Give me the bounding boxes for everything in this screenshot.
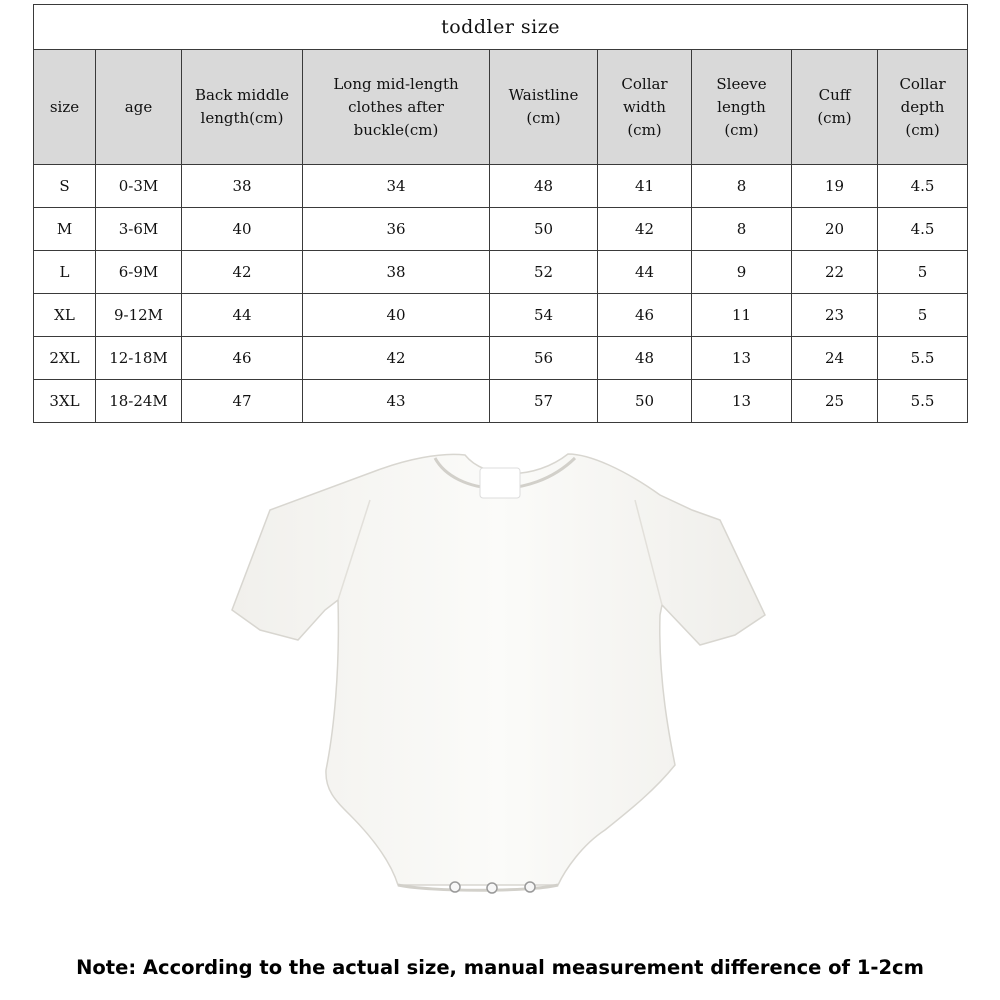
table-title: toddler size [34,5,968,50]
table-row [34,165,968,208]
table-cell: 12-18M [96,337,182,380]
header-age: age [96,50,182,165]
table-cell: 42 [598,208,692,251]
table-cell: 57 [490,380,598,423]
table-row [34,251,968,294]
header-cuff: Cuff (cm) [792,50,878,165]
size-table [33,4,968,423]
bodysuit-body [232,454,765,885]
table-cell: 0-3M [96,165,182,208]
table-cell: 3-6M [96,208,182,251]
table-row [34,337,968,380]
header-row [34,50,968,165]
garment-tag-icon [480,468,520,498]
table-cell: 52 [490,251,598,294]
table-cell: 5.5 [878,337,968,380]
table-cell: 18-24M [96,380,182,423]
table-cell: 8 [692,165,792,208]
header-collar-depth: Collar depth (cm) [878,50,968,165]
table-cell: 50 [598,380,692,423]
table-cell: 42 [182,251,303,294]
table-row [34,380,968,423]
table-cell: 36 [303,208,490,251]
table-cell: 13 [692,380,792,423]
table-cell: 46 [598,294,692,337]
table-cell: 3XL [34,380,96,423]
table-cell: 42 [303,337,490,380]
snap-button-icon [525,882,535,892]
table-cell: 23 [792,294,878,337]
header-back-middle-length: Back middle length(cm) [182,50,303,165]
table-row [34,294,968,337]
table-cell: 40 [182,208,303,251]
table-cell: XL [34,294,96,337]
header-waistline: Waistline (cm) [490,50,598,165]
table-cell: 50 [490,208,598,251]
header-sleeve-length: Sleeve length (cm) [692,50,792,165]
header-long-mid-length: Long mid-length clothes after buckle(cm) [303,50,490,165]
snap-button-icon [487,883,497,893]
table-cell: 4.5 [878,165,968,208]
table-cell: 40 [303,294,490,337]
table-cell: 54 [490,294,598,337]
table-cell: 24 [792,337,878,380]
table-cell: 47 [182,380,303,423]
table-cell: M [34,208,96,251]
table-cell: S [34,165,96,208]
table-cell: 22 [792,251,878,294]
table-cell: 46 [182,337,303,380]
table-cell: 44 [598,251,692,294]
table-cell: 11 [692,294,792,337]
table-cell: 6-9M [96,251,182,294]
table-cell: 4.5 [878,208,968,251]
table-cell: 5 [878,294,968,337]
table-cell: 20 [792,208,878,251]
snap-button-icon [450,882,460,892]
table-cell: 34 [303,165,490,208]
table-cell: 48 [598,337,692,380]
table-cell: 44 [182,294,303,337]
table-cell: 2XL [34,337,96,380]
table-cell: 8 [692,208,792,251]
table-cell: 13 [692,337,792,380]
header-size: size [34,50,96,165]
table-cell: 38 [303,251,490,294]
table-cell: 25 [792,380,878,423]
table-cell: 5 [878,251,968,294]
table-cell: 5.5 [878,380,968,423]
baby-bodysuit-image [230,440,770,950]
measurement-note: Note: According to the actual size, manual measurement difference of 1-2cm [76,956,924,979]
header-collar-width: Collar width (cm) [598,50,692,165]
table-cell: 41 [598,165,692,208]
table-cell: 43 [303,380,490,423]
table-cell: 9 [692,251,792,294]
table-cell: L [34,251,96,294]
size-chart [33,4,967,424]
table-body [34,165,968,423]
table-cell: 9-12M [96,294,182,337]
table-cell: 19 [792,165,878,208]
table-cell: 38 [182,165,303,208]
table-cell: 56 [490,337,598,380]
table-cell: 48 [490,165,598,208]
table-row [34,208,968,251]
